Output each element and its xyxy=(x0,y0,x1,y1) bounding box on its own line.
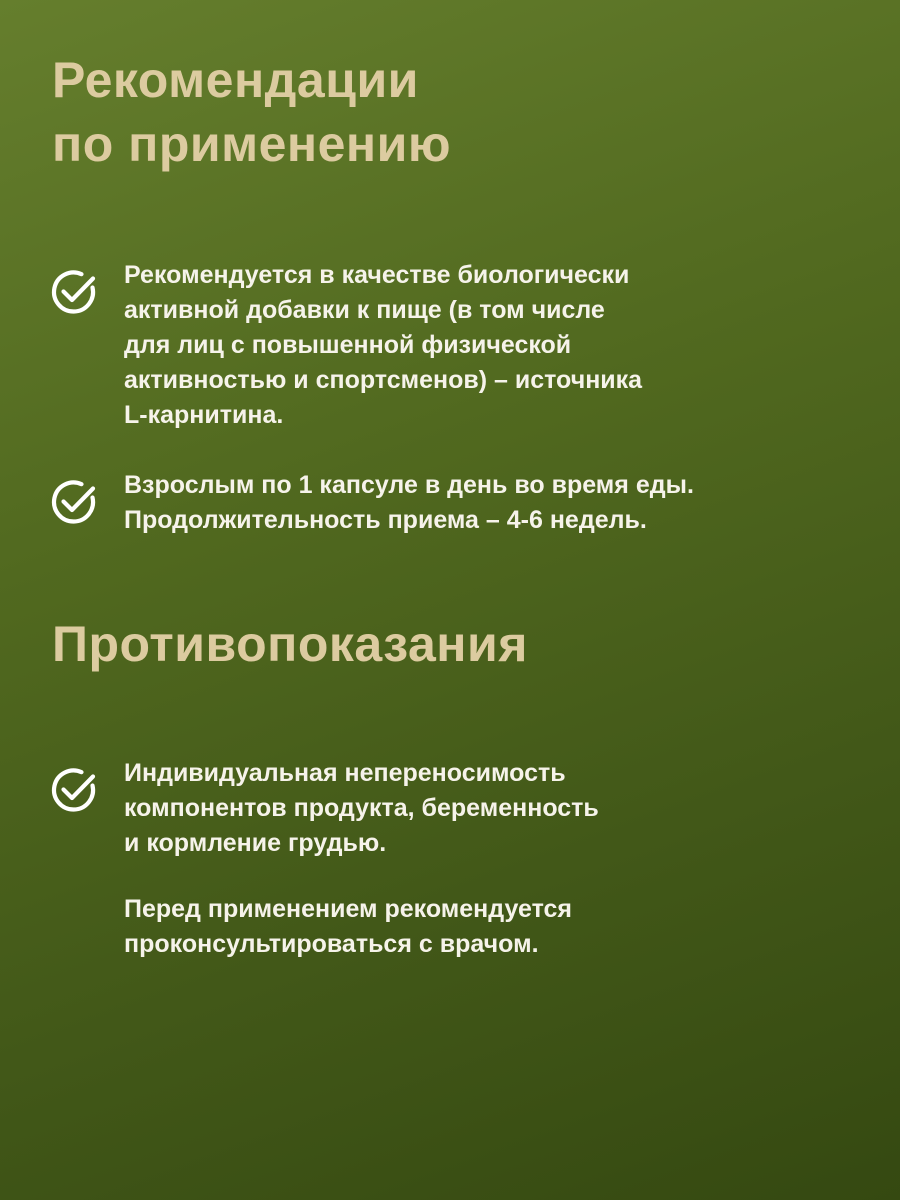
usage-heading-line-2: по применению xyxy=(52,116,452,172)
text-line: и кормление грудью. xyxy=(124,829,387,857)
text-line: Продолжительность приема – 4-6 недель. xyxy=(124,506,647,534)
check-circle-icon xyxy=(48,764,100,816)
usage-heading-line-1: Рекомендации xyxy=(52,52,419,108)
check-circle-icon xyxy=(48,266,100,318)
consult-note xyxy=(124,892,844,962)
usage-heading xyxy=(52,48,852,176)
contraindications-heading: Противопоказания xyxy=(52,616,528,672)
usage-item-2-text xyxy=(124,468,844,538)
text-line: Индивидуальная непереносимость xyxy=(124,759,566,787)
text-line: Рекомендуется в качестве биологически xyxy=(124,261,630,289)
usage-item-1-text xyxy=(124,258,844,433)
text-line: Взрослым по 1 капсуле в день во время еды. xyxy=(124,471,694,499)
contraindications-item-1-text xyxy=(124,756,844,861)
text-line: Перед применением рекомендуется xyxy=(124,895,573,923)
check-circle-icon xyxy=(48,476,100,528)
text-line: компонентов продукта, беременность xyxy=(124,794,599,822)
text-line: активностью и спортсменов) – источника xyxy=(124,366,643,394)
text-line: активной добавки к пище (в том числе xyxy=(124,296,605,324)
text-line: для лиц с повышенной физической xyxy=(124,331,572,359)
text-line: L-карнитина. xyxy=(124,401,284,429)
text-line: проконсультироваться с врачом. xyxy=(124,930,539,958)
